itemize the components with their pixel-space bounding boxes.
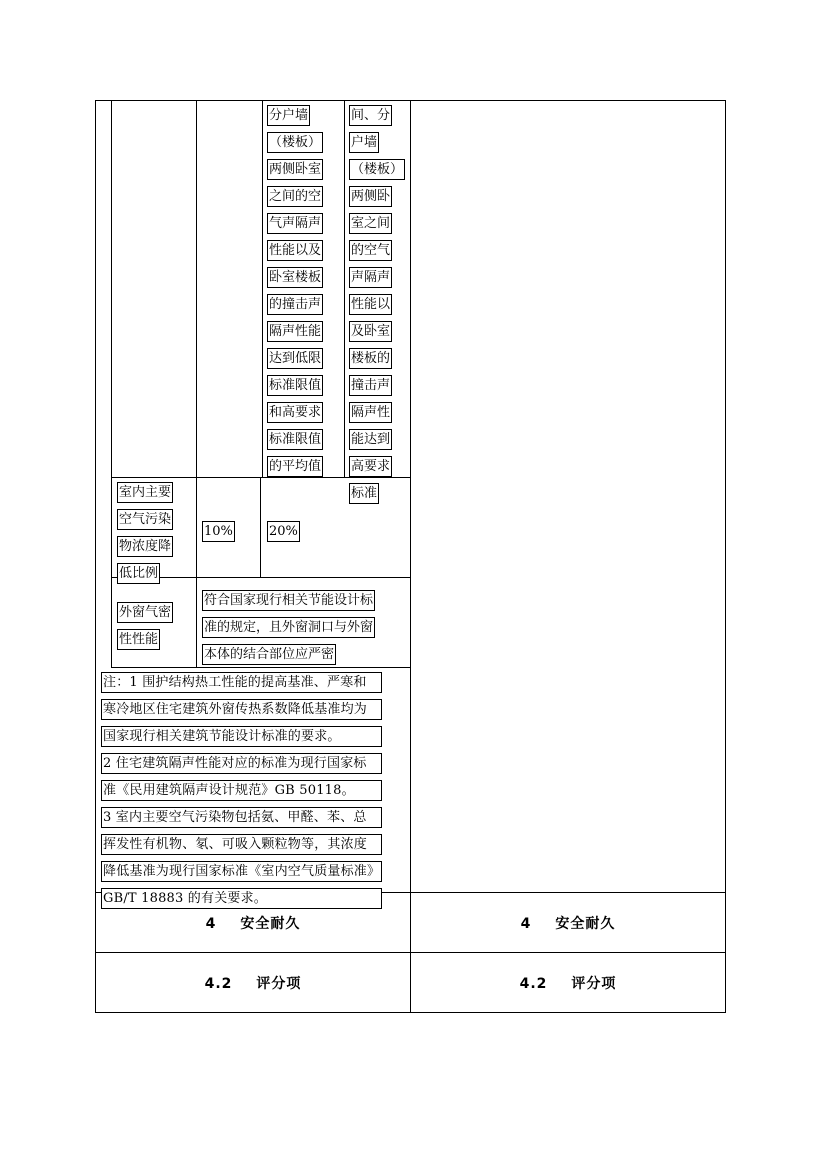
table-border-right xyxy=(725,100,726,1013)
cell-line: 楼板的 xyxy=(349,348,392,369)
cell-line: 高要求 xyxy=(349,456,392,477)
section-heading-right-4 xyxy=(411,913,725,933)
section-number: 4 xyxy=(205,916,217,932)
subtable-v4 xyxy=(344,100,345,477)
sound-insulation-low-limit-cell xyxy=(267,105,323,483)
cell-line: 之间的空 xyxy=(267,186,323,207)
cell-line: 外窗气密 xyxy=(117,602,173,623)
note-line: GB/T 18883 的有关要求。 xyxy=(101,888,382,909)
note-line: 3 室内主要空气污染物包括氨、甲醛、苯、总 xyxy=(101,807,382,828)
cell-line: 气声隔声 xyxy=(267,213,323,234)
cell-line: 卧室楼板 xyxy=(267,267,323,288)
section-number: 4.2 xyxy=(204,976,233,992)
cell-line: 符合国家现行相关节能设计标 xyxy=(202,590,375,611)
pollutant-value-high xyxy=(267,520,300,542)
cell-line: 标准 xyxy=(349,483,379,504)
cell-line: 达到低限 xyxy=(267,348,323,369)
subtable-v7 xyxy=(196,577,197,667)
cell-line: 户墙 xyxy=(349,132,379,153)
pollutant-label-cell xyxy=(117,482,173,590)
cell-line: 能达到 xyxy=(349,429,392,450)
note-line: 寒冷地区住宅建筑外窗传热系数降低基准均为 xyxy=(101,699,382,720)
note-line: 注：1 围护结构热工性能的提高基准、严寒和 xyxy=(101,672,382,693)
section-title: 安全耐久 xyxy=(555,916,616,932)
subtable-v3 xyxy=(262,100,263,477)
subtable-v1 xyxy=(111,100,112,667)
cell-line: 声隔声 xyxy=(349,267,392,288)
section-heading-right-4-2 xyxy=(411,973,725,993)
cell-line: （楼板） xyxy=(349,159,405,180)
cell-line: 标准限值 xyxy=(267,375,323,396)
section-title: 安全耐久 xyxy=(240,916,301,932)
note-line: 2 住宅建筑隔声性能对应的标准为现行国家标 xyxy=(101,753,382,774)
section-row-h2 xyxy=(95,952,726,953)
note-line: 准《民用建筑隔声设计规范》GB 50118。 xyxy=(101,780,382,801)
note-line: 降低基准为现行国家标准《室内空气质量标准》 xyxy=(101,861,382,882)
subtable-v2 xyxy=(196,100,197,477)
cell-line: 空气污染 xyxy=(117,509,173,530)
cell-line: 两侧卧室 xyxy=(267,159,323,180)
table-border-left xyxy=(95,100,96,1013)
cell-line: 隔声性能 xyxy=(267,321,323,342)
subtable-v6 xyxy=(260,477,261,577)
cell-line: 本体的结合部位应严密 xyxy=(202,644,336,665)
cell-line: 低比例 xyxy=(117,563,160,584)
window-airtightness-label-cell xyxy=(117,602,173,656)
cell-line: 及卧室 xyxy=(349,321,392,342)
cell-line: 的平均值 xyxy=(267,456,323,477)
cell-line: 分户墙 xyxy=(267,105,310,126)
cell-line: 性能以 xyxy=(349,294,392,315)
table-notes xyxy=(101,672,382,915)
subtable-v5 xyxy=(196,477,197,577)
cell-line: 的空气 xyxy=(349,240,392,261)
cell-line: 撞击声 xyxy=(349,375,392,396)
cell-line: 物浓度降 xyxy=(117,536,173,557)
cell-line: 室之间 xyxy=(349,213,392,234)
table-center-divider xyxy=(410,100,411,1013)
cell-line: （楼板） xyxy=(267,132,323,153)
window-airtightness-desc-cell xyxy=(202,590,375,671)
cell-line: 准的规定，且外窗洞口与外窗 xyxy=(202,617,375,638)
sound-insulation-high-requirement-cell xyxy=(349,105,405,510)
cell-line: 室内主要 xyxy=(117,482,173,503)
cell-line: 和高要求 xyxy=(267,402,323,423)
section-number: 4 xyxy=(520,916,532,932)
section-number: 4.2 xyxy=(519,976,548,992)
cell-line: 标准限值 xyxy=(267,429,323,450)
cell-line: 性性能 xyxy=(117,629,160,650)
section-heading-left-4 xyxy=(96,913,410,933)
section-title: 评分项 xyxy=(571,976,617,992)
pollutant-value-low xyxy=(202,520,235,542)
cell-value: 10% xyxy=(202,521,235,542)
section-title: 评分项 xyxy=(256,976,302,992)
cell-line: 性能以及 xyxy=(267,240,323,261)
note-line: 挥发性有机物、氡、可吸入颗粒物等，其浓度 xyxy=(101,834,382,855)
cell-line: 的撞击声 xyxy=(267,294,323,315)
note-line: 国家现行相关建筑节能设计标准的要求。 xyxy=(101,726,382,747)
cell-line: 隔声性 xyxy=(349,402,392,423)
cell-line: 两侧卧 xyxy=(349,186,392,207)
cell-line: 间、分 xyxy=(349,105,392,126)
cell-value: 20% xyxy=(267,521,300,542)
section-heading-left-4-2 xyxy=(96,973,410,993)
